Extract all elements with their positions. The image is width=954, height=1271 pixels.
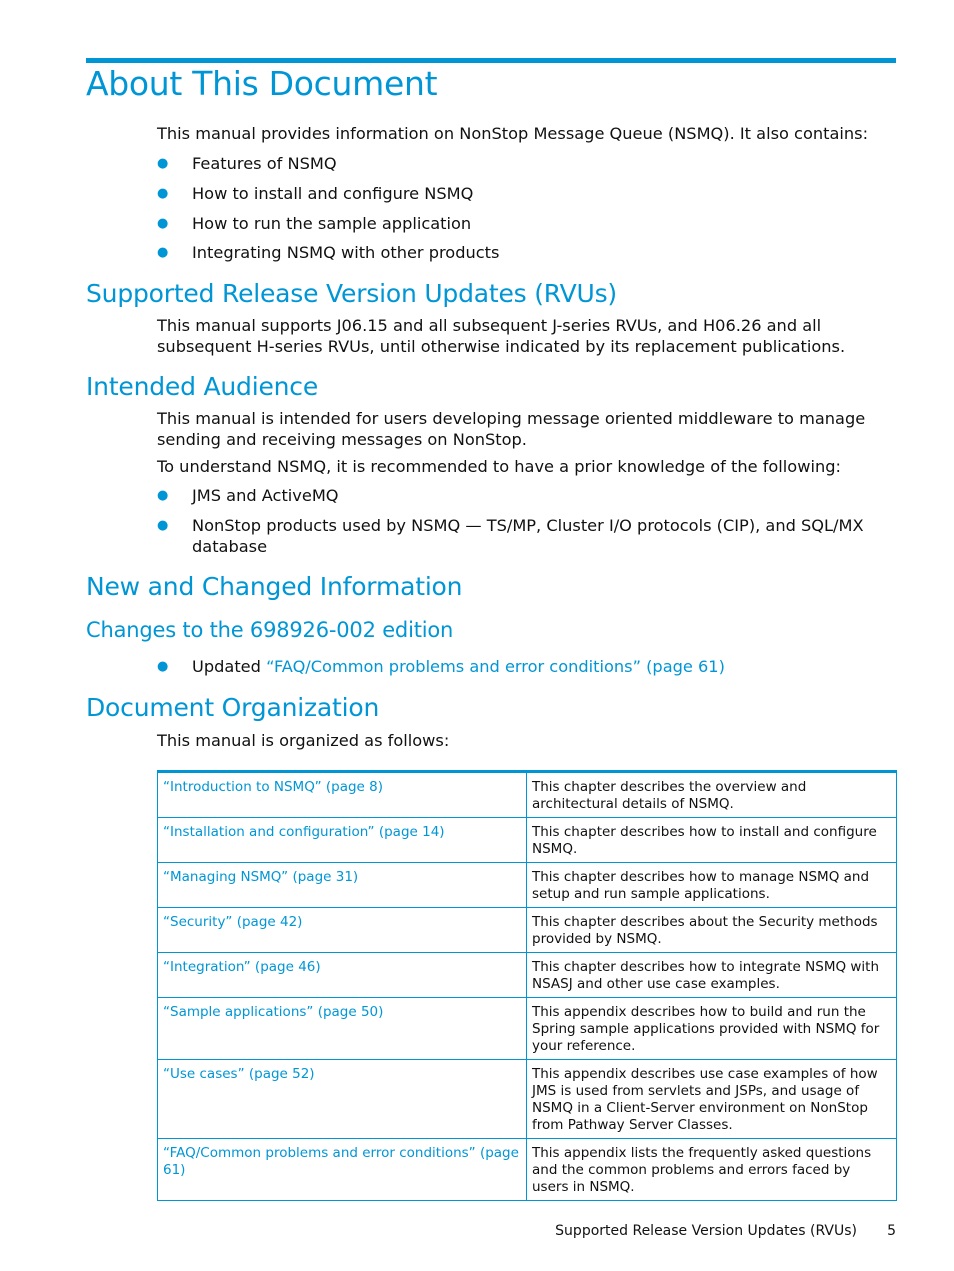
- audience-heading: Intended Audience: [86, 372, 319, 401]
- bullet-icon: ●: [157, 216, 169, 231]
- changes-bullet-list: [157, 656, 887, 677]
- chapter-link[interactable]: “Integration” (page 46): [158, 953, 527, 998]
- chapter-link[interactable]: “Installation and configuration” (page 14): [158, 818, 527, 863]
- intro-text: This manual provides information on NonStop Message Queue (NSMQ). It also contains:: [157, 124, 869, 143]
- table-row: [158, 1139, 897, 1201]
- chapter-description: This chapter describes how to install and configure NSMQ.: [527, 818, 897, 863]
- audience-bullet-list: [157, 485, 887, 557]
- bullet-icon: ●: [157, 518, 169, 533]
- chapter-description: This chapter describes the overview and architectural details of NSMQ.: [527, 772, 897, 818]
- table-row: [158, 818, 897, 863]
- audience-text: This manual is intended for users developing message oriented middleware to manage sending and receiving messages on NonStop.: [157, 409, 866, 449]
- table-row: [158, 953, 897, 998]
- table-row: [158, 998, 897, 1060]
- chapter-link[interactable]: “Sample applications” (page 50): [158, 998, 527, 1060]
- footer-page-number: 5: [887, 1223, 896, 1239]
- audience-prereq-text: To understand NSMQ, it is recommended to have a prior knowledge of the following:: [157, 457, 841, 476]
- chapter-link[interactable]: “Security” (page 42): [158, 908, 527, 953]
- bullet-icon: ●: [157, 186, 169, 201]
- chapter-description: This chapter describes how to manage NSMQ and setup and run sample applications.: [527, 863, 897, 908]
- rvu-text: This manual supports J06.15 and all subsequent J-series RVUs, and H06.26 and all subsequent H-series RVUs, until otherwise indicated by its replacement publications.: [157, 316, 846, 356]
- bullet-icon: ●: [157, 245, 169, 260]
- table-row: [158, 772, 897, 818]
- chapter-description: This chapter describes how to integrate NSMQ with NSASJ and other use case examples.: [527, 953, 897, 998]
- list-item: ● Updated “FAQ/Common problems and error conditions” (page 61): [157, 657, 725, 676]
- bullet-icon: ●: [157, 156, 169, 171]
- rvu-heading: Supported Release Version Updates (RVUs): [86, 279, 617, 308]
- organization-text: This manual is organized as follows:: [157, 731, 450, 750]
- faq-link[interactable]: “FAQ/Common problems and error conditions” (page 61): [266, 657, 725, 676]
- chapter-description: This appendix describes how to build and run the Spring sample applications provided with NSMQ for your reference.: [527, 998, 897, 1060]
- footer-section-title: Supported Release Version Updates (RVUs): [555, 1223, 857, 1239]
- bullet-icon: ●: [157, 488, 169, 503]
- bullet-icon: ●: [157, 659, 169, 674]
- chapter-link[interactable]: “Managing NSMQ” (page 31): [158, 863, 527, 908]
- intro-bullet-list: [157, 153, 887, 263]
- chapter-description: This chapter describes about the Security methods provided by NSMQ.: [527, 908, 897, 953]
- list-item: ● How to install and configure NSMQ: [157, 184, 474, 203]
- list-item: ● NonStop products used by NSMQ — TS/MP, Cluster I/O protocols (CIP), and SQL/MX database: [157, 516, 864, 556]
- organization-table: [157, 770, 897, 1201]
- list-item: ● Integrating NSMQ with other products: [157, 243, 500, 262]
- new-info-heading: New and Changed Information: [86, 572, 463, 601]
- organization-heading: Document Organization: [86, 693, 380, 722]
- list-item: ● JMS and ActiveMQ: [157, 486, 339, 505]
- table-row: [158, 863, 897, 908]
- list-item: ● How to run the sample application: [157, 214, 472, 233]
- chapter-description: This appendix describes use case examples of how JMS is used from servlets and JSPs, and usage of NSMQ in a Client-Server environment on NonStop from Pathway Server Classes.: [527, 1060, 897, 1139]
- chapter-link[interactable]: “Introduction to NSMQ” (page 8): [158, 772, 527, 818]
- chapter-description: This appendix lists the frequently asked questions and the common problems and errors faced by users in NSMQ.: [527, 1139, 897, 1201]
- table-row: [158, 908, 897, 953]
- chapter-link[interactable]: “Use cases” (page 52): [158, 1060, 527, 1139]
- chapter-link[interactable]: “FAQ/Common problems and error conditions” (page 61): [158, 1139, 527, 1201]
- table-row: [158, 1060, 897, 1139]
- title-rule: [86, 58, 896, 63]
- changes-subheading: Changes to the 698926-002 edition: [86, 618, 454, 642]
- page-title: About This Document: [86, 64, 438, 103]
- list-item: ● Features of NSMQ: [157, 154, 337, 173]
